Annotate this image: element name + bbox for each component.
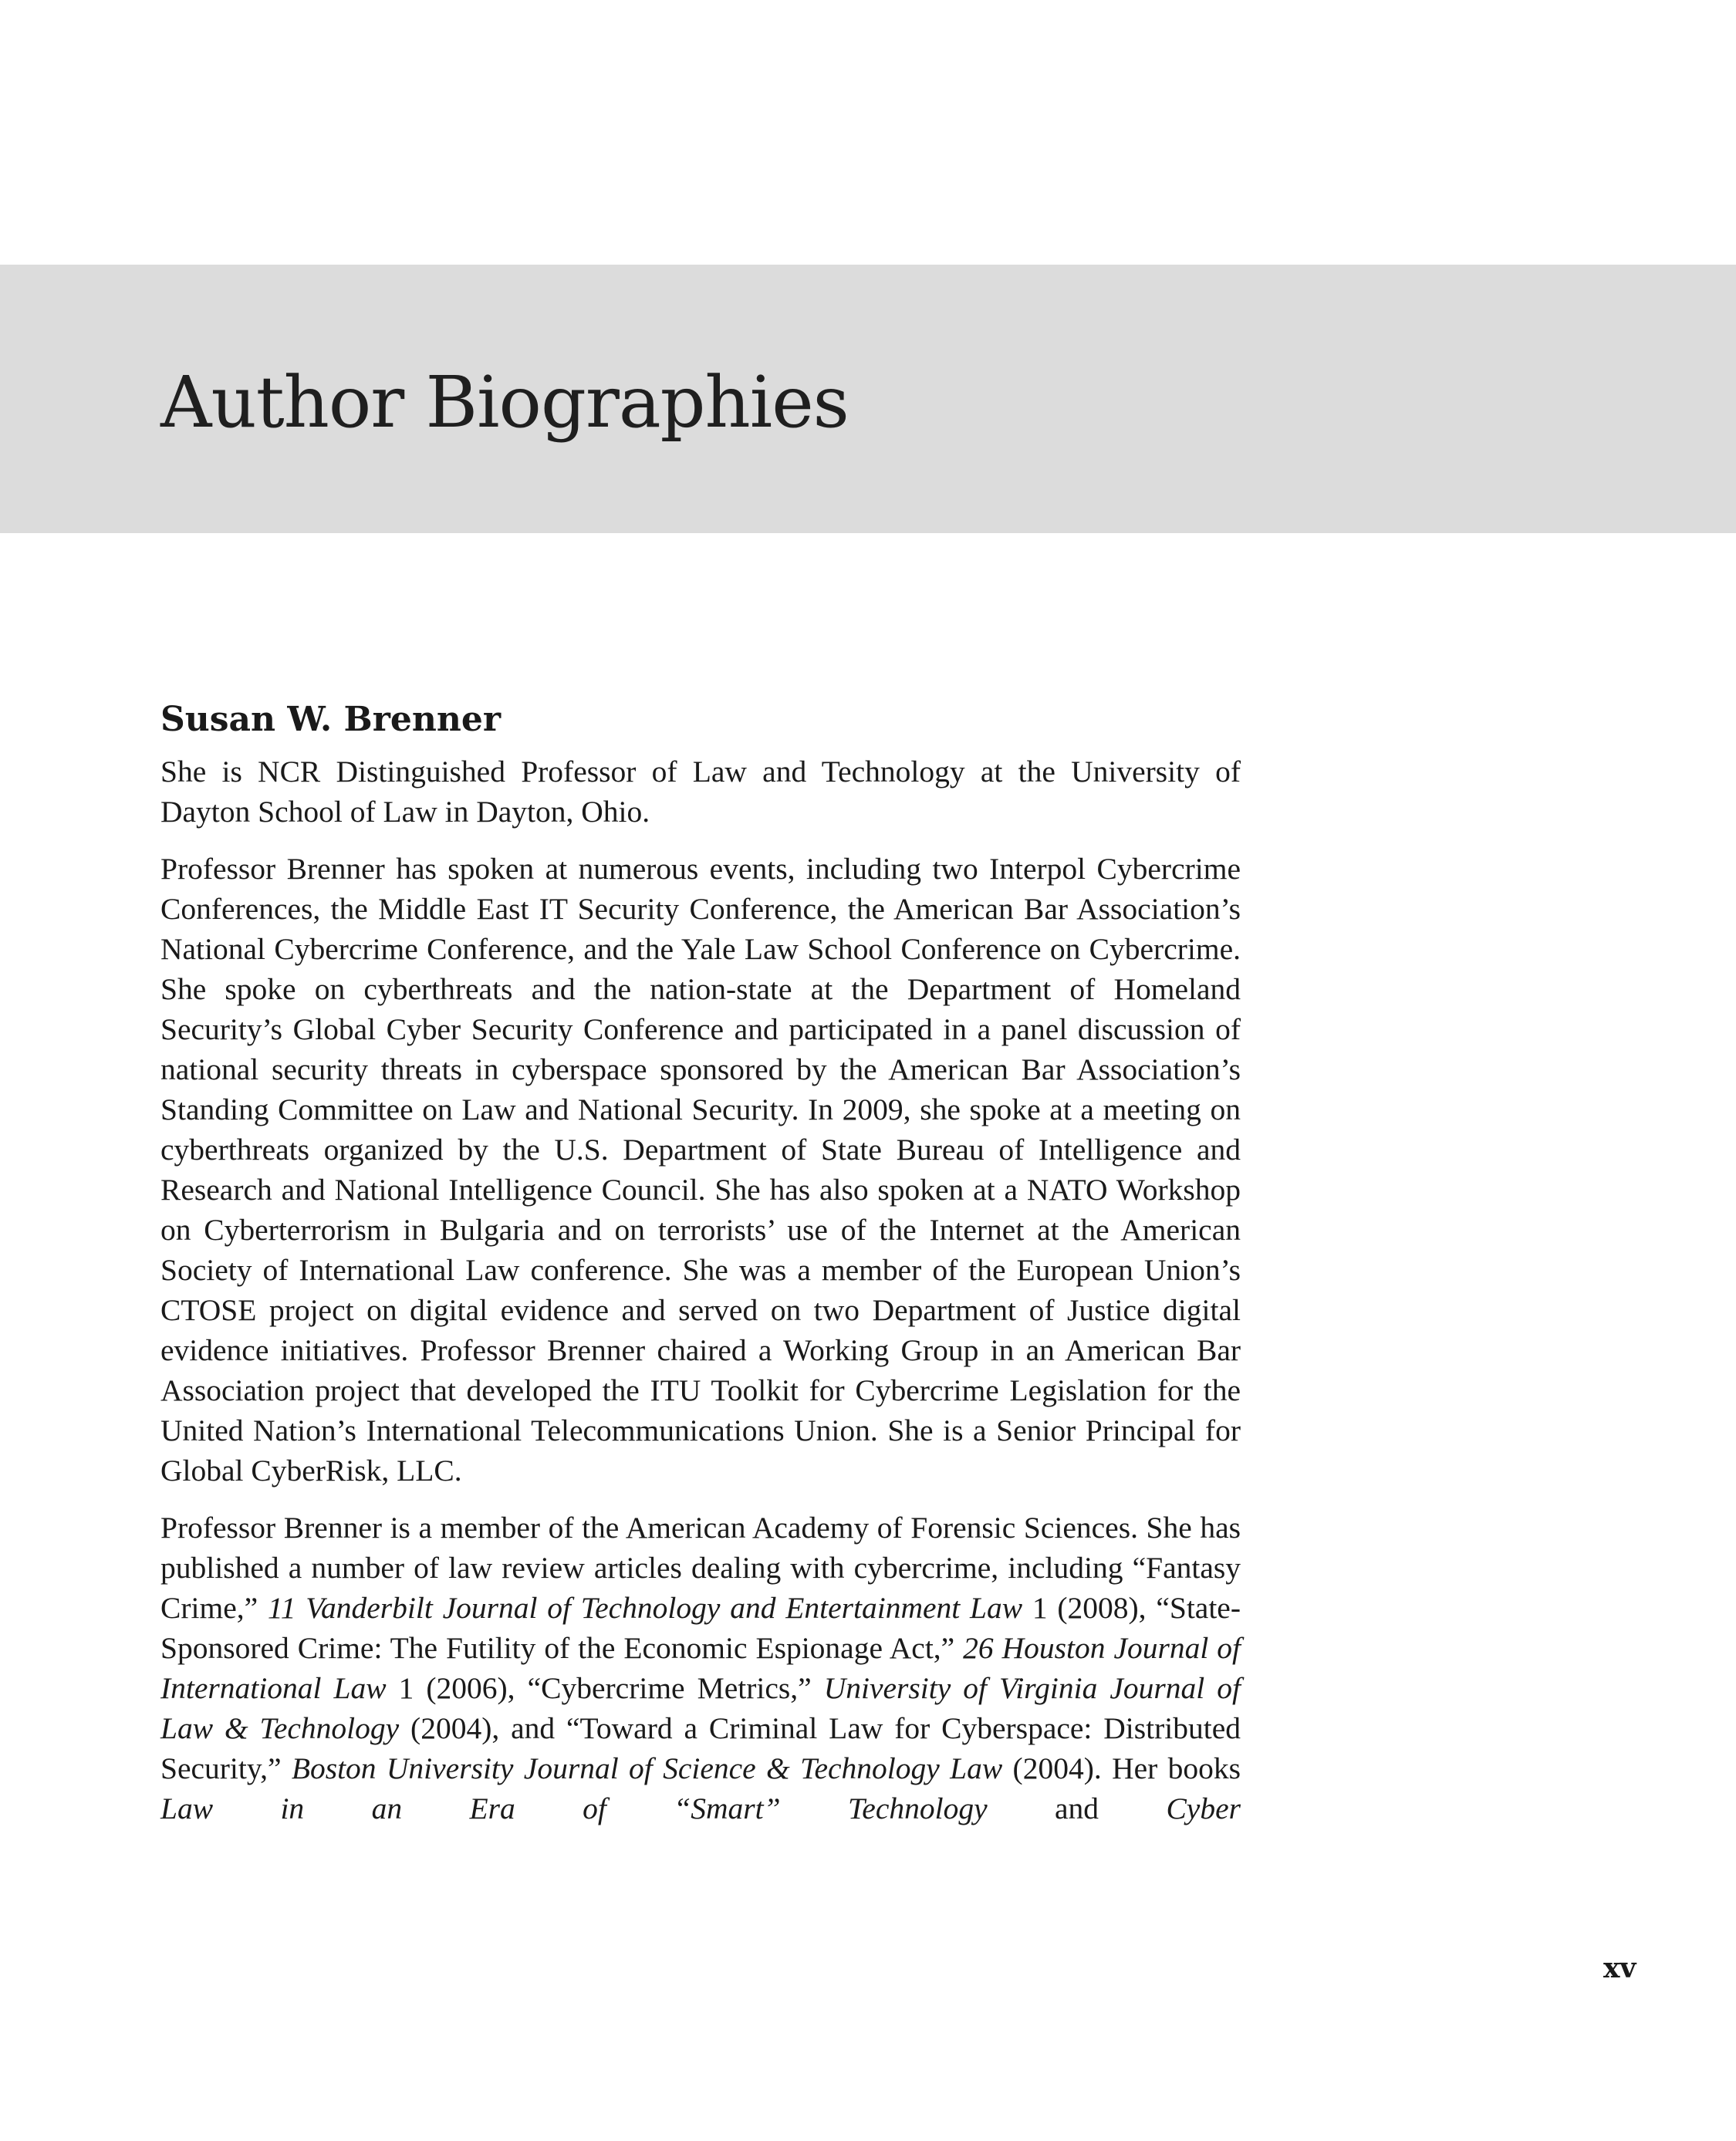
citation-title: University of Virginia Journal of Law & Technology [160, 1671, 1241, 1745]
page-number: xv [1603, 1952, 1636, 1984]
citation-title: 11 Vanderbilt Journal of Technology and Entertainment Law [267, 1591, 1023, 1625]
bio-text: (2004), and “Toward a Criminal Law for Cyberspace: Distributed Security,” [160, 1711, 1241, 1785]
bio-text: (2004). Her books [1002, 1751, 1241, 1785]
citation-title: Boston University Journal of Science & Technology Law [291, 1751, 1003, 1785]
author-name: Susan W. Brenner [160, 700, 502, 739]
bio-paragraph-2: Professor Brenner has spoken at numerous events, including two Interpol Cybercrime Conferences, the Middle East IT Security Conference, the American Bar Association’s National Cybercrime Conference, and the Yale Law School Conference on Cybercrime. She spoke on cyberthreats and the nation-state at the Department of Homeland Security’s Global Cyber Security Conference and participated in a panel discussion of national security threats in cyberspace sponsored by the American Bar Association’s Standing Committee on Law and National Security. In 2009, she spoke at a meeting on cyberthreats organized by the U.S. Department of State Bureau of Intelligence and Research and National Intelligence Council. She has also spoken at a NATO Workshop on Cyberterrorism in Bulgaria and on terrorists’ use of the Internet at the American Society of International Law conference. She was a member of the European Union’s CTOSE project on digital evidence and served on two Department of Justice digital evidence initiatives. Professor Brenner chaired a Working Group in an American Bar Association project that developed the ITU Toolkit for Cybercrime Legislation for the United Nation’s International Telecommunications Union. She is a Senior Principal for Global CyberRisk, LLC. [160, 852, 1241, 1488]
bio-paragraph-1: She is NCR Distinguished Professor of Law and Technology at the University of Dayton School of Law in Dayton, Ohio. [160, 755, 1241, 829]
bio-text: Professor Brenner is a member of the American Academy of Forensic Sciences. She has published a number of law review articles dealing with cybercrime, including “Fantasy Crime,” [160, 1511, 1241, 1625]
biography-section [160, 693, 1241, 1846]
chapter-title: Author Biographies [160, 361, 849, 444]
bio-text: 1 (2006), “Cybercrime Metrics,” [386, 1671, 824, 1705]
bio-text: and [987, 1791, 1167, 1825]
book-title: Law in an Era of “Smart” Technology [160, 1791, 988, 1825]
citation-title: 26 Houston Journal of International Law [160, 1631, 1241, 1705]
book-title: Cyber [1166, 1791, 1241, 1825]
bio-text: 1 (2008), “State-Sponsored Crime: The Futility of the Economic Espionage Act,” [160, 1591, 1241, 1665]
bio-paragraph-3 [160, 1508, 1241, 1829]
